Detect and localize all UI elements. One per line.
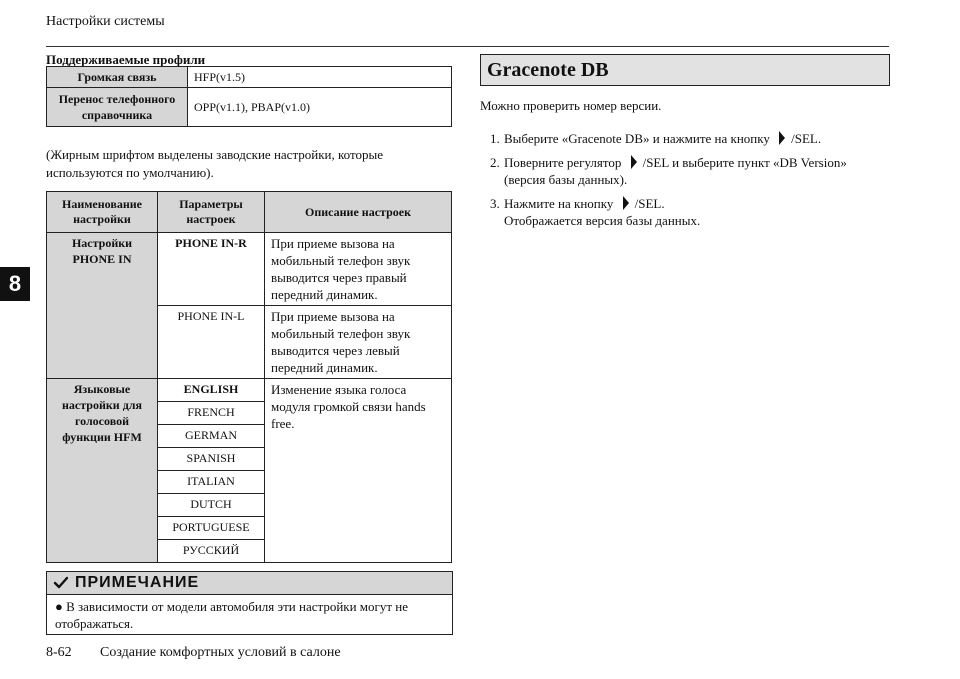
step-text: Поверните регулятор — [504, 155, 622, 170]
step-text: /SEL. — [634, 196, 665, 211]
option-value: ITALIAN — [158, 471, 265, 494]
option-value: SPANISH — [158, 448, 265, 471]
profiles-title: Поддерживаемые профили — [46, 52, 206, 67]
option-value: DUTCH — [158, 494, 265, 517]
step-number: 1. — [490, 131, 500, 146]
section-header — [480, 54, 890, 86]
steps-list — [490, 130, 890, 236]
header-divider — [46, 46, 889, 47]
music-knob-icon — [627, 154, 641, 170]
page-header-title: Настройки системы — [46, 14, 165, 29]
option-description: При приеме вызова на мобильный телефон звук выводится через правый передний динамик. — [265, 233, 452, 306]
chapter-name: Создание комфортных условий в салоне — [100, 645, 341, 660]
note-body: В зависимости от модели автомобиля эти настройки могут не отображаться. — [55, 599, 409, 631]
column-header: Описание настроек — [265, 192, 452, 233]
list-item — [490, 195, 890, 229]
note-title: ПРИМЕЧАНИЕ — [75, 574, 200, 591]
profiles-table — [46, 66, 452, 127]
step-number: 2. — [490, 155, 500, 170]
option-description: Изменение языка голоса модуля громкой связи hands free. — [265, 379, 452, 563]
settings-table — [46, 191, 452, 563]
column-header: Параметры настроек — [158, 192, 265, 233]
option-value: ENGLISH — [158, 379, 265, 402]
list-item — [490, 154, 890, 188]
profile-value: HFP(v1.5) — [188, 67, 452, 88]
column-header: Наименование настройки — [47, 192, 158, 233]
step-number: 3. — [490, 196, 500, 211]
group-name: Языковые настройки для голосовой функции HFM — [47, 379, 158, 563]
checkmark-icon — [53, 575, 69, 591]
table-row — [47, 88, 452, 127]
note-text — [55, 598, 445, 632]
bullet-icon: ● — [55, 599, 63, 614]
step-text: /SEL. — [791, 131, 822, 146]
section-intro: Можно проверить номер версии. — [480, 98, 662, 113]
profile-value: OPP(v1.1), PBAP(v1.0) — [188, 88, 452, 127]
option-value: PORTUGUESE — [158, 517, 265, 540]
list-item — [490, 130, 890, 147]
step-text: Нажмите на кнопку — [504, 196, 614, 211]
note-header — [47, 572, 452, 595]
option-value: PHONE IN-R — [158, 233, 265, 306]
table-row — [47, 67, 452, 88]
step-text: /SEL и выберите пункт «DB Version» (версия базы данных). — [504, 155, 847, 187]
table-row — [47, 233, 452, 306]
group-name: Настройки PHONE IN — [47, 233, 158, 379]
profile-key: Перенос телефонного справочника — [47, 88, 188, 127]
profile-key: Громкая связь — [47, 67, 188, 88]
table-header-row — [47, 192, 452, 233]
section-title: Gracenote DB — [487, 59, 609, 81]
music-knob-icon — [775, 130, 789, 146]
option-description: При приеме вызова на мобильный телефон звук выводится через левый передний динамик. — [265, 306, 452, 379]
option-value: PHONE IN-L — [158, 306, 265, 379]
defaults-note: (Жирным шрифтом выделены заводские настройки, которые используются по умолчанию). — [46, 147, 384, 180]
step-text: Выберите «Gracenote DB» и нажмите на кнопку — [504, 131, 770, 146]
option-value: FRENCH — [158, 402, 265, 425]
page-number: 8-62 — [46, 645, 72, 660]
chapter-tab: 8 — [0, 267, 30, 301]
option-value: РУССКИЙ — [158, 540, 265, 563]
note-box — [46, 571, 453, 635]
table-row — [47, 379, 452, 402]
option-value: GERMAN — [158, 425, 265, 448]
music-knob-icon — [619, 195, 633, 211]
step-result: Отображается версия базы данных. — [504, 213, 701, 228]
